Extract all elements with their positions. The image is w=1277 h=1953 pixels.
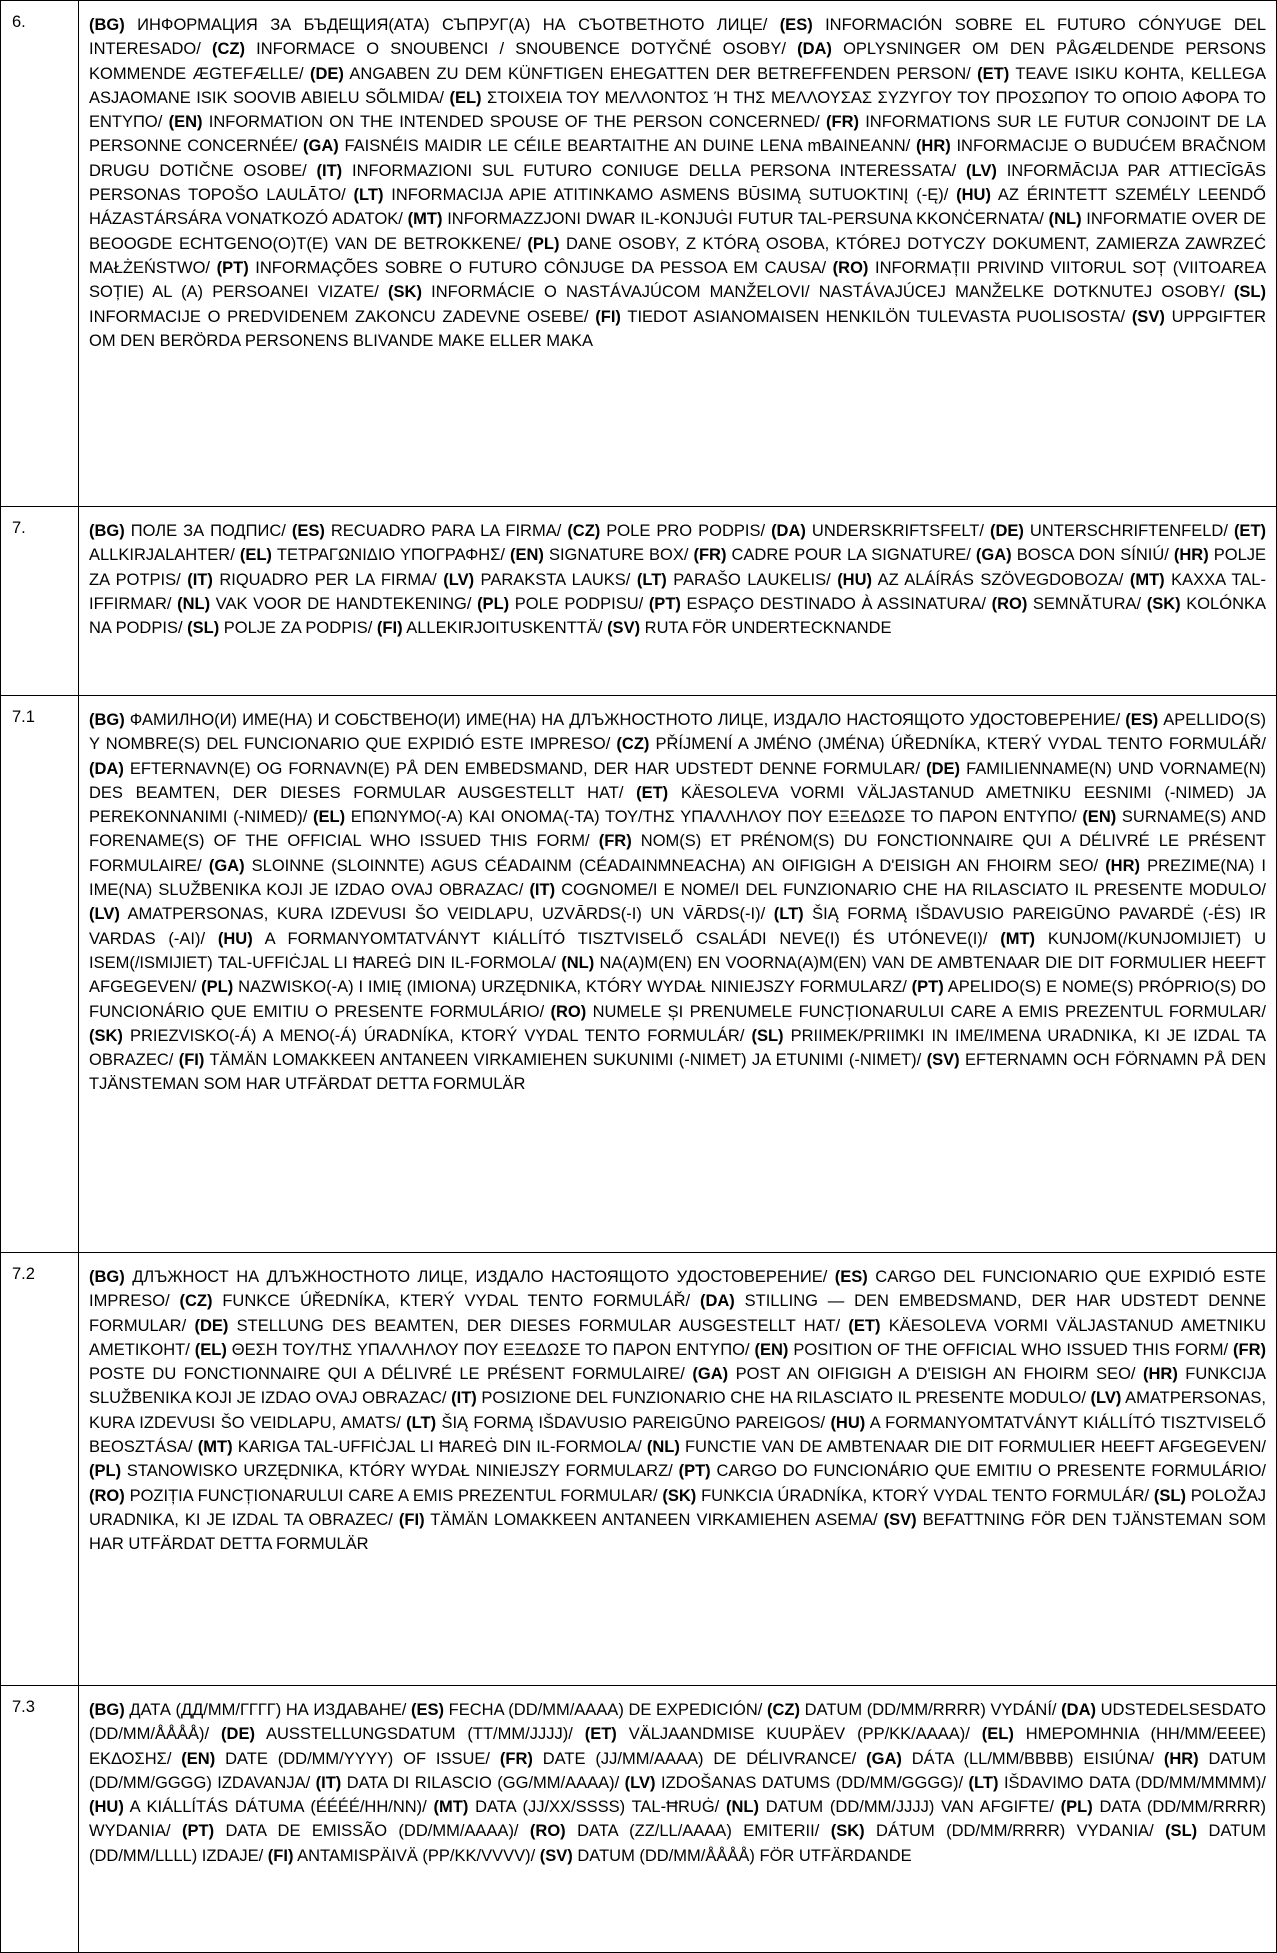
- language-code: (EN): [168, 113, 203, 132]
- language-code: (SV): [1131, 307, 1165, 326]
- language-code: (LT): [636, 570, 667, 589]
- language-code: (SL): [1165, 1822, 1198, 1841]
- language-text: POSTE DU FONCTIONNAIRE QUI A DÉLIVRÉ LE PRÉSENT FORMULAIRE/: [89, 1365, 693, 1384]
- language-text: DATA DI RILASCIO (GG/MM/AAAA)/: [341, 1773, 625, 1792]
- language-code: (EN): [510, 546, 544, 565]
- language-text: DÁTUM (DD/MM/RRRR) VYDANIA/: [864, 1822, 1166, 1841]
- language-code: (LT): [353, 186, 384, 205]
- language-code: (ES): [411, 1701, 445, 1719]
- language-text: INFORMATIONS SUR LE FUTUR CONJOINT DE LA PERSONNE CONCERNÉE/: [89, 113, 1267, 156]
- form-row-7: [1, 507, 1277, 696]
- language-text: POLOŽAJ URADNIKA, KI JE IZDAL TA OBRAZEC/: [89, 1486, 1266, 1529]
- language-text: ALLEKIRJOITUSKENTTÄ/: [402, 619, 608, 638]
- language-text: ALLKIRJALAHTER/: [89, 546, 240, 565]
- language-code: (ET): [977, 64, 1010, 83]
- language-code: (FI): [178, 1051, 205, 1070]
- language-text: POSITION OF THE OFFICIAL WHO ISSUED THIS FORM/: [788, 1340, 1234, 1359]
- language-text: FAMILIENNAME(N) UND VORNAME(N) DES BEAMTEN, DER DIESES FORMULAR AUSGESTELLT HAT/: [89, 759, 1267, 802]
- language-code: (SL): [187, 619, 220, 638]
- language-text: PREZIME(NA) I IME(NA) SLUŽBENIKA KOJI JE IZDAO OVAJ OBRAZAC/: [89, 856, 1266, 900]
- language-text: SLOINNE (SLOINNTE) AGUS CÉADAINM (CÉADAINMNEACHA) AN OIFIGIGH A D'EISIGH AN FHOIRM SEO/: [244, 856, 1106, 875]
- language-text: POLJE ZA POTPIS/: [89, 546, 1267, 589]
- language-text: POZIȚIA FUNCȚIONARULUI CARE A EMIS PREZENTUL FORMULAR/: [124, 1486, 663, 1505]
- language-text: ŠIĄ FORMĄ IŠDAVUSIO PAREIGŪNO PAVARDĖ (-ĖS) IR VARDAS (-AI)/: [89, 905, 1266, 948]
- language-text: DATA (JJ/XX/SSSS) TAL-ĦRUĠ/: [468, 1798, 727, 1817]
- language-text: ŠIĄ FORMĄ IŠDAVUSIO PAREIGŪNO PAREIGOS/: [436, 1413, 831, 1432]
- language-code: (HR): [1105, 856, 1141, 875]
- language-code: (HR): [1163, 1749, 1199, 1768]
- language-text: CADRE POUR LA SIGNATURE/: [726, 546, 976, 565]
- language-text: DATA (ZZ/LL/AAAA) EMITERII/: [565, 1822, 831, 1841]
- language-text: KÄESOLEVA VORMI VÄLJASTANUD AMETNIKU EESNIMI (-NIMED) JA PEREKONNANIMI (-NIMED)/: [89, 783, 1266, 827]
- language-code: (SL): [1153, 1486, 1186, 1505]
- language-text: ANTAMISPÄIVÄ (PP/KK/VVVV)/: [293, 1846, 540, 1865]
- form-row-7-1: [1, 696, 1277, 1253]
- language-code: (MT): [1129, 570, 1165, 589]
- language-code: (EN): [181, 1749, 216, 1768]
- language-code: (NL): [177, 594, 211, 613]
- language-text: APELLIDO(S) Y NOMBRE(S) DEL FUNCIONARIO QUE EXPIDIÓ ESTE IMPRESO/: [89, 711, 1266, 754]
- language-code: (BG): [89, 1268, 125, 1286]
- language-code: (SV): [539, 1846, 573, 1865]
- language-code: (PL): [1060, 1798, 1093, 1817]
- language-text: UDSTEDELSESDATO (DD/MM/ÅÅÅÅ)/: [89, 1701, 1266, 1744]
- language-code: (EL): [239, 546, 272, 565]
- language-code: (ET): [1233, 522, 1267, 540]
- language-text: DATUM (DD/MM/ÅÅÅÅ) FÖR UTFÄRDANDE: [572, 1846, 912, 1865]
- language-code: (SV): [607, 619, 641, 638]
- language-code: (DA): [797, 40, 832, 59]
- language-text: A FORMANYOMTATVÁNYT KIÁLLÍTÓ TISZTVISELŐ CSALÁDI NEVE(I) ÉS UTÓNEVE(I)/: [252, 929, 1001, 948]
- language-text: NUMELE ȘI PRENUMELE FUNCȚIONARULUI CARE A EMIS PREZENTUL FORMULAR/: [586, 1002, 1267, 1021]
- language-text: ΕΠΩΝΥΜΟ(-Α) ΚΑΙ ΟΝΟΜΑ(-ΤΑ) ΤΟΥ/ΤΗΣ ΥΠΑΛΛΗΛΟΥ ΠΟΥ ΕΞΕΔΩΣΕ ΤΟ ΠΑΡΟΝ ΕΝΤΥΠΟ/: [345, 808, 1083, 827]
- language-text: AMATPERSONAS, KURA IZDEVUSI ŠO VEIDLAPU, AMATS/: [89, 1389, 1266, 1432]
- language-code: (LT): [406, 1413, 437, 1432]
- language-text: RIQUADRO PER LA FIRMA/: [212, 570, 444, 589]
- language-code: (FR): [598, 832, 632, 851]
- language-code: (RO): [832, 258, 869, 277]
- language-code: (BG): [89, 1701, 125, 1719]
- language-text: DANE OSOBY, Z KTÓRĄ OSOBA, KTÓREJ DOTYCZY DOKUMENT, ZAMIERZA ZAWRZEĆ MAŁŻEŃSTWO/: [89, 234, 1266, 277]
- language-text: DATE (DD/MM/YYYY) OF ISSUE/: [215, 1749, 500, 1768]
- language-code: (MT): [407, 210, 443, 229]
- language-text: INFORMACIÓN SOBRE EL FUTURO CÓNYUGE DEL INTERESADO/: [89, 16, 1267, 59]
- language-code: (DE): [309, 64, 344, 83]
- language-code: (PL): [527, 234, 560, 253]
- language-code: (IT): [529, 881, 556, 900]
- language-code: (RO): [991, 594, 1028, 613]
- language-code: (DE): [194, 1316, 229, 1335]
- language-text: INFORMACIJA APIE ATITINKAMO ASMENS BŪSIMĄ SUTUOKTINĮ (-Ę)/: [383, 186, 957, 205]
- language-text: PRIIMEK/PRIIMKI IN IME/IMENA URADNIKA, KI JE IZDAL TA OBRAZEC/: [89, 1026, 1266, 1070]
- language-text: RUTA FÖR UNDERTECKNANDE: [640, 619, 892, 638]
- language-code: (IT): [451, 1389, 477, 1408]
- language-text: KAXXA TAL-IFFIRMAR/: [89, 570, 1266, 613]
- language-code: (NL): [561, 953, 595, 972]
- language-text: SIGNATURE BOX/: [543, 546, 694, 565]
- language-code: (PL): [201, 978, 234, 997]
- language-text: ИНФОРМАЦИЯ ЗА БЪДЕЩИЯ(АТА) СЪПРУГ(А) НА СЪОТВЕТНОТО ЛИЦЕ/: [124, 16, 780, 34]
- language-text: DATUM (DD/MM/GGGG) IZDAVANJA/: [89, 1749, 1266, 1792]
- language-text: INFORMATIE OVER DE BEOOGDE ECHTGENO(O)T(E) VAN DE BETROKKENE/: [89, 210, 1266, 253]
- language-code: (GA): [692, 1365, 729, 1384]
- language-text: NAZWISKO(-A) I IMIĘ (IMIONA) URZĘDNIKA, KTÓRY WYDAŁ NINIEJSZY FORMULARZ/: [233, 978, 912, 997]
- language-text: UNDERSKRIFTSFELT/: [805, 522, 990, 540]
- language-text: IŠDAVIMO DATA (DD/MM/MMMM)/: [998, 1773, 1266, 1792]
- language-text: TÄMÄN LOMAKKEEN ANTANEEN VIRKAMIEHEN SUKUNIMI (-NIMET) JA ETUNIMI (-NIMET)/: [204, 1051, 927, 1070]
- language-code: (SK): [830, 1822, 865, 1841]
- language-text: TEAVE ISIKU KOHTA, KELLEGA ASJAOMANE ISIK SOOVIB ABIELU SÕLMIDA/: [89, 64, 1266, 107]
- language-code: (LV): [89, 905, 120, 924]
- language-code: (PL): [89, 1462, 122, 1481]
- row-number: 7.: [1, 507, 79, 696]
- language-code: (RO): [89, 1486, 125, 1505]
- language-text: INFORMACIJE O PREDVIDENEM ZAKONCU ZADEVNE OSEBE/: [89, 307, 596, 326]
- language-code: (GA): [208, 856, 245, 875]
- language-code: (ES): [779, 16, 813, 34]
- form-row-7-3: [1, 1686, 1277, 1953]
- language-code: (PT): [216, 258, 249, 277]
- language-code: (CZ): [767, 1701, 800, 1719]
- row-number: 6.: [1, 1, 79, 507]
- language-text: RECUADRO PARA LA FIRMA/: [324, 522, 568, 540]
- language-text: CARGO DO FUNCIONÁRIO QUE EMITIU O PRESENTE FORMULÁRIO/: [710, 1462, 1266, 1481]
- language-text: DATA (DD/MM/RRRR) WYDANIA/: [89, 1798, 1266, 1841]
- language-text: SURNAME(S) AND FORENAME(S) OF THE OFFICIAL WHO ISSUED THIS FORM/: [89, 808, 1266, 851]
- language-text: UPPGIFTER OM DEN BERÖRDA PERSONENS BLIVANDE MAKE ELLER MAKA: [89, 307, 1266, 350]
- language-code: (DA): [89, 759, 124, 778]
- language-code: (FI): [398, 1510, 425, 1529]
- language-text: EFTERNAVN(E) OG FORNAVN(E) PÅ DEN EMBEDSMAND, DER HAR UDSTEDT DENNE FORMULAR/: [123, 759, 927, 778]
- language-code: (SV): [883, 1510, 917, 1529]
- language-text: INFORMACIJE O BUDUĆEM BRAČNOM DRUGU DOTIČNE OSOBE/: [89, 137, 1266, 180]
- language-text: ΣΤΟΙΧΕΙΑ ΤΟΥ ΜΕΛΛΟΝΤΟΣ Ή ΤΗΣ ΜΕΛΛΟΥΣΑΣ ΣΥΖΥΓΟΥ ΤΟΥ ΠΡΟΣΩΠΟΥ ΤΟ ΟΠΟΙΟ ΑΦΟΡΑ ΤΟ ΕΝΤΥΠΟ/: [89, 88, 1266, 132]
- language-text: TÄMÄN LOMAKKEEN ANTANEEN VIRKAMIEHEN ASEMA/: [424, 1510, 884, 1529]
- language-text: INFORMAÇÕES SOBRE O FUTURO CÔNJUGE DA PESSOA EM CAUSA/: [248, 258, 833, 277]
- language-text: A KIÁLLÍTÁS DÁTUMA (ÉÉÉÉ/HH/NN)/: [123, 1798, 434, 1817]
- language-code: (SK): [1146, 594, 1181, 613]
- language-code: (DE): [221, 1725, 255, 1744]
- language-text: VAK VOOR DE HANDTEKENING/: [210, 594, 478, 613]
- language-text: NA(A)M(EN) EN VOORNA(A)M(EN) VAN DE AMBTENAAR DIE DIT FORMULIER HEEFT AFGEGEVEN/: [89, 953, 1266, 997]
- language-code: (LT): [968, 1773, 999, 1792]
- language-code: (NL): [1048, 210, 1082, 229]
- language-text: DATUM (DD/MM/LLLL) IZDAJE/: [89, 1822, 1266, 1865]
- language-text: UNTERSCHRIFTENFELD/: [1023, 522, 1234, 540]
- language-code: (SK): [662, 1486, 697, 1505]
- language-code: (GA): [303, 137, 339, 156]
- language-text: AMATPERSONAS, KURA IZDEVUSI ŠO VEIDLAPU, UZVĀRDS(-I) UN VĀRDS(-I)/: [119, 905, 774, 924]
- language-text: FECHA (DD/MM/AAAA) DE EXPEDICIÓN/: [444, 1701, 768, 1719]
- row-text: [79, 507, 1277, 696]
- language-code: (SL): [1233, 283, 1266, 302]
- language-code: (BG): [89, 16, 125, 34]
- language-code: (FR): [826, 113, 859, 132]
- language-code: (ES): [1125, 711, 1159, 729]
- language-text: DATUM (DD/MM/RRRR) VYDÁNÍ/: [800, 1701, 1062, 1719]
- language-code: (EL): [313, 808, 346, 827]
- language-code: (HR): [1143, 1365, 1178, 1384]
- language-text: PARAKSTA LAUKS/: [474, 570, 637, 589]
- language-text: AZ ÉRINTETT SZEMÉLY LEENDŐ HÁZASTÁRSÁRA VONATKOZÓ ADATOK/: [89, 186, 1267, 229]
- language-code: (LT): [773, 905, 804, 924]
- language-text: STANOWISKO URZĘDNIKA, KTÓRY WYDAŁ NINIEJSZY FORMULARZ/: [121, 1462, 679, 1481]
- language-code: (HU): [89, 1798, 124, 1817]
- language-text: IZDOŠANAS DATUMS (DD/MM/GGGG)/: [655, 1773, 969, 1792]
- language-code: (ET): [584, 1725, 617, 1744]
- language-code: (EN): [1082, 808, 1117, 827]
- language-text: COGNOME/I E NOME/I DEL FUNZIONARIO CHE HA RILASCIATO IL PRESENTE MODULO/: [555, 881, 1266, 900]
- language-text: INFORMĀCIJA PAR ATTIECĪGĀS PERSONAS TOPOŠO LAULĀTO/: [89, 161, 1266, 205]
- language-code: (FR): [499, 1749, 533, 1768]
- row-text: [79, 1253, 1277, 1686]
- language-text: APELIDO(S) E NOME(S) PRÓPRIO(S) DO FUNCIONÁRIO QUE EMITIU O PRESENTE FORMULÁRIO/: [89, 978, 1267, 1021]
- language-text: AUSSTELLUNGSDATUM (TT/MM/JJJJ)/: [254, 1725, 585, 1744]
- language-text: POSIZIONE DEL FUNZIONARIO CHE HA RILASCIATO IL PRESENTE MODULO/: [476, 1389, 1091, 1408]
- language-code: (IT): [315, 1773, 342, 1792]
- language-code: (DA): [699, 1292, 735, 1311]
- language-code: (GA): [975, 546, 1012, 565]
- language-text: NOM(S) ET PRÉNOM(S) DU FONCTIONNAIRE QUI A DÉLIVRÉ LE PRÉSENT FORMULAIRE/: [89, 832, 1266, 875]
- language-code: (LV): [966, 161, 997, 180]
- language-text: BEFATTNING FÖR DEN TJÄNSTEMAN SOM HAR UTFÄRDAT DETTA FORMULÄR: [89, 1510, 1267, 1554]
- language-code: (FI): [595, 307, 621, 326]
- language-code: (EL): [194, 1340, 227, 1359]
- language-code: (BG): [89, 522, 125, 540]
- language-text: A FORMANYOMTATVÁNYT KIÁLLÍTÓ TISZTVISELŐ BEOSZTÁSA/: [89, 1413, 1266, 1457]
- language-code: (RO): [550, 1002, 587, 1021]
- language-text: OPLYSNINGER OM DEN PÅGÆLDENDE PERSONS KOMMENDE ÆGTEFÆLLE/: [89, 40, 1267, 83]
- row-number: 7.2: [1, 1253, 79, 1686]
- language-code: (SL): [751, 1026, 784, 1045]
- language-code: (EL): [449, 88, 482, 107]
- language-code: (GA): [866, 1749, 902, 1768]
- language-text: FUNKCE ÚŘEDNÍKA, KTERÝ VYDAL TENTO FORMULÁŘ/: [212, 1292, 700, 1311]
- language-code: (PL): [477, 594, 510, 613]
- language-text: ESPAÇO DESTINADO À ASSINATURA/: [680, 594, 992, 613]
- language-code: (PT): [648, 594, 681, 613]
- row-text: [79, 696, 1277, 1253]
- language-code: (CZ): [567, 522, 601, 540]
- language-text: KARIGA TAL-UFFIĊJAL LI ĦAREĠ DIN IL-FORMOLA/: [232, 1438, 647, 1457]
- language-text: FUNKCIA ÚRADNÍKA, KTORÝ VYDAL TENTO FORMULÁR/: [696, 1486, 1154, 1505]
- language-text: INFORMAZIONI SUL FUTURO CONIUGE DELLA PERSONA INTERESSATA/: [342, 161, 967, 180]
- language-code: (IT): [187, 570, 213, 589]
- language-text: DATUM (DD/MM/JJJJ) VAN AFGIFTE/: [759, 1798, 1061, 1817]
- language-text: KOLÓNKA NA PODPIS/: [89, 594, 1266, 638]
- language-code: (PT): [678, 1462, 711, 1481]
- language-code: (HR): [915, 137, 951, 156]
- language-code: (LV): [1090, 1389, 1122, 1408]
- language-text: SEMNĂTURA/: [1027, 594, 1147, 613]
- language-code: (DE): [926, 759, 961, 778]
- language-text: CARGO DEL FUNCIONARIO QUE EXPIDIÓ ESTE IMPRESO/: [89, 1268, 1266, 1311]
- row-number: 7.3: [1, 1686, 79, 1953]
- language-code: (FI): [267, 1846, 294, 1865]
- language-text: POLJE ZA PODPIS/: [219, 619, 377, 638]
- language-code: (HU): [837, 570, 873, 589]
- language-code: (CZ): [179, 1292, 213, 1311]
- language-code: (DE): [989, 522, 1024, 540]
- language-text: ΘΕΣΗ ΤΟΥ/ΤΗΣ ΥΠΑΛΛΗΛΟΥ ΠΟΥ ΕΞΕΔΩΣΕ ΤΟ ΠΑΡΟΝ ΕΝΤΥΠΟ/: [226, 1340, 755, 1359]
- language-code: (HU): [956, 186, 991, 205]
- language-text: TIEDOT ASIANOMAISEN HENKILÖN TULEVASTA PUOLISOSTA/: [620, 307, 1132, 326]
- language-text: BOSCA DON SÍNIÚ/: [1011, 546, 1174, 565]
- language-code: (MT): [197, 1438, 233, 1457]
- language-text: ДАТА (ДД/ММ/ГГГГ) НА ИЗДАВАНЕ/: [124, 1701, 412, 1719]
- language-text: ФАМИЛНО(И) ИМЕ(НА) И СОБСТВЕНО(И) ИМЕ(НА) НА ДЛЪЖНОСТНОТО ЛИЦЕ, ИЗДАЛО НАСТОЯЩОТО УДОСТОВЕРЕНИЕ/: [124, 711, 1126, 729]
- language-text: EFTERNAMN OCH FÖRNAMN PÅ DEN TJÄNSTEMAN SOM HAR UTFÄRDAT DETTA FORMULÄR: [89, 1051, 1267, 1094]
- language-text: POLE PRO PODPIS/: [600, 522, 772, 540]
- language-text: INFORMATION ON THE INTENDED SPOUSE OF THE PERSON CONCERNED/: [202, 113, 826, 132]
- language-code: (EN): [754, 1340, 789, 1359]
- language-text: ΗΜΕΡΟΜΗΝΙΑ (ΗΗ/ΜΜ/ΕΕΕΕ) ΕΚΔΟΣΗΣ/: [89, 1725, 1267, 1768]
- language-text: STILLING — DEN EMBEDSMAND, DER HAR UDSTEDT DENNE FORMULAR/: [89, 1292, 1266, 1335]
- language-text: FAISNÉIS MAIDIR LE CÉILE BEARTAITHE AN DUINE LENA mBAINEANN/: [338, 137, 916, 156]
- language-code: (DA): [771, 522, 806, 540]
- language-text: INFORMÁCIE O NASTÁVAJÚCOM MANŽELOVI/ NASTÁVAJÚCEJ MANŽELKE DOTKNUTEJ OSOBY/: [421, 283, 1234, 302]
- language-code: (SK): [388, 283, 422, 302]
- language-code: (ES): [291, 522, 325, 540]
- language-text: INFORMAȚII PRIVIND VIITORUL SOȚ (VIITOAREA SOȚIE) AL (A) PERSOANEI VIZATE/: [89, 258, 1266, 302]
- language-text: FUNCTIE VAN DE AMBTENAAR DIE DIT FORMULIER HEEFT AFGEGEVEN/: [679, 1438, 1266, 1457]
- language-code: (HR): [1173, 546, 1209, 565]
- language-text: DÁTA (LL/MM/BBBB) EISIÚNA/: [901, 1749, 1164, 1768]
- language-code: (PT): [182, 1822, 215, 1841]
- language-code: (IT): [316, 161, 343, 180]
- language-text: ПОЛЕ ЗА ПОДПИС/: [124, 522, 292, 540]
- language-code: (DA): [1061, 1701, 1096, 1719]
- language-code: (CZ): [616, 735, 650, 754]
- language-text: ДЛЪЖНОСТ НА ДЛЪЖНОСТНОТО ЛИЦЕ, ИЗДАЛО НАСТОЯЩОТО УДОСТОВЕРЕНИЕ/: [124, 1268, 835, 1286]
- language-text: ANGABEN ZU DEM KÜNFTIGEN EHEGATTEN DER BETREFFENDEN PERSON/: [343, 64, 978, 83]
- form-row-6: [1, 1, 1277, 507]
- language-text: DATA DE EMISSÃO (DD/MM/AAAA)/: [214, 1822, 530, 1841]
- language-text: AZ ALÁÍRÁS SZÖVEGDOBOZA/: [872, 570, 1130, 589]
- language-code: (ET): [848, 1316, 881, 1335]
- language-code: (FR): [1233, 1340, 1267, 1359]
- language-text: STELLUNG DES BEAMTEN, DER DIESES FORMULAR AUSGESTELLT HAT/: [228, 1316, 849, 1335]
- language-code: (EL): [981, 1725, 1014, 1744]
- language-text: FUNKCIJA SLUŽBENIKA KOJI JE IZDAO OVAJ OBRAZAC/: [89, 1365, 1266, 1408]
- language-code: (BG): [89, 711, 125, 729]
- language-text: ΤΕΤΡΑΓΩΝΙΔΙΟ ΥΠΟΓΡΑΦΗΣ/: [271, 546, 511, 565]
- row-number: 7.1: [1, 696, 79, 1253]
- language-code: (FI): [376, 619, 403, 638]
- language-code: (CZ): [212, 40, 245, 59]
- language-code: (LV): [443, 570, 475, 589]
- row-text: [79, 1686, 1277, 1953]
- language-text: POST AN OIFIGIGH A D'EISIGH AN FHOIRM SEO/: [728, 1365, 1143, 1384]
- language-code: (RO): [529, 1822, 566, 1841]
- language-code: (NL): [646, 1438, 680, 1457]
- language-text: INFORMAZZJONI DWAR IL-KONJUĠI FUTUR TAL-PERSUNA KKONĊERNATA/: [442, 210, 1049, 229]
- language-text: DATE (JJ/MM/AAAA) DE DÉLIVRANCE/: [532, 1749, 867, 1768]
- language-code: (MT): [433, 1798, 469, 1817]
- language-code: (MT): [1000, 929, 1036, 948]
- language-text: VÄLJAANDMISE KUUPÄEV (PP/KK/AAAA)/: [616, 1725, 982, 1744]
- row-text: [79, 1, 1277, 507]
- language-code: (SV): [926, 1051, 960, 1070]
- language-code: (NL): [726, 1798, 759, 1817]
- language-text: PŘÍJMENÍ A JMÉNO (JMÉNA) ÚŘEDNÍKA, KTERÝ VYDAL TENTO FORMULÁŘ/: [649, 735, 1267, 754]
- language-text: KUNJOM(/KUNJOMIJIET) U ISEM(/ISMIJIET) TAL-UFFIĊJAL LI ĦAREĠ DIN IL-FORMOLA/: [89, 929, 1266, 972]
- language-code: (HU): [830, 1413, 866, 1432]
- language-code: (SK): [89, 1026, 123, 1045]
- language-text: PARAŠO LAUKELIS/: [666, 570, 838, 589]
- language-code: (PT): [911, 978, 944, 997]
- language-text: POLE PODPISU/: [509, 594, 649, 613]
- language-code: (FR): [693, 546, 727, 565]
- language-code: (ET): [636, 783, 669, 802]
- language-code: (LV): [624, 1773, 656, 1792]
- language-text: INFORMACE O SNOUBENCI / SNOUBENCE DOTYČNÉ OSOBY/: [244, 40, 798, 59]
- language-code: (HU): [217, 929, 253, 948]
- language-text: PRIEZVISKO(-Á) A MENO(-Á) ÚRADNÍKA, KTORÝ VYDAL TENTO FORMULÁR/: [122, 1026, 752, 1045]
- language-text: KÄESOLEVA VORMI VÄLJASTANUD AMETNIKU AMETIKOHT/: [89, 1316, 1266, 1359]
- form-row-7-2: [1, 1253, 1277, 1686]
- language-code: (ES): [834, 1268, 868, 1286]
